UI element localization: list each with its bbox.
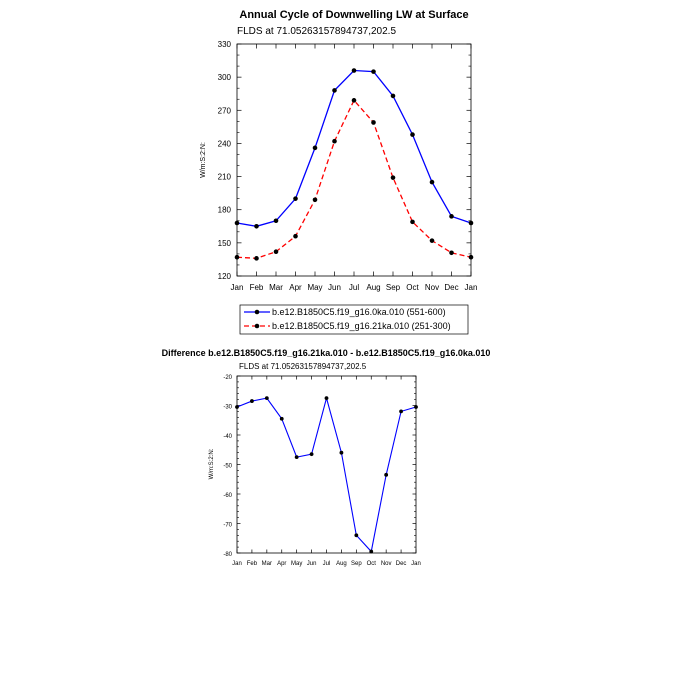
x-tick-label: Nov [380, 561, 392, 567]
x-tick-label: Jul [322, 561, 331, 567]
chart2-y-axis-label: W/m:S:2:N: [209, 448, 215, 480]
chart1-plot-area [218, 40, 478, 292]
series-1-point [274, 218, 279, 223]
series-1-point [313, 146, 318, 151]
series-1-point [254, 224, 259, 229]
series-2-point [235, 255, 240, 260]
x-tick-label: Apr [289, 283, 302, 292]
y-tick-label: 150 [217, 238, 231, 248]
plot-frame [237, 44, 471, 276]
x-tick-label: Dec [444, 283, 459, 292]
y-tick-label: 120 [217, 272, 231, 281]
legend-marker-series1 [255, 310, 260, 315]
series-2-point [274, 249, 279, 254]
x-tick-label: Sep [350, 561, 362, 567]
series-1-point [340, 451, 344, 455]
y-tick-label: -60 [223, 493, 232, 499]
series-1-point [354, 533, 358, 537]
series-1-point [250, 399, 254, 403]
series-2-point [469, 255, 474, 260]
series-2-point [449, 251, 454, 256]
chart1-y-axis-label: W/m:S:2:N: [200, 142, 207, 178]
series-2-point [332, 139, 337, 144]
y-tick-label: -30 [223, 404, 232, 411]
series-1-point [414, 405, 418, 409]
series-2-point [430, 238, 435, 243]
legend-marker-series2 [255, 324, 260, 329]
y-tick-label: -50 [223, 463, 232, 470]
x-tick-label: Mar [269, 283, 283, 292]
chart2-subtitle: FLDS at 71.05263157894737,202.5 [239, 362, 367, 371]
chart1-title: Annual Cycle of Downwelling LW at Surface [239, 9, 469, 21]
series-1-point [369, 550, 373, 554]
y-tick-label: 330 [217, 40, 231, 49]
series-1-point [293, 196, 298, 201]
legend-label-series2: b.e12.B1850C5.f19_g16.21ka.010 (251-300) [272, 321, 451, 331]
series-2-point [410, 220, 415, 225]
series-2-point [371, 120, 376, 125]
y-tick-label: -80 [223, 552, 232, 558]
y-tick-label: 210 [217, 172, 231, 182]
x-tick-label: Jul [348, 283, 360, 292]
series-line-1 [237, 398, 416, 551]
chart2-plot-area [223, 375, 421, 567]
series-2-point [254, 256, 259, 261]
series-1-point [410, 132, 415, 137]
x-tick-label: Jun [306, 561, 317, 567]
x-tick-label: Oct [406, 283, 419, 292]
series-1-point [352, 68, 357, 73]
series-1-point [469, 221, 474, 226]
y-tick-label: -70 [223, 522, 232, 529]
x-tick-label: Aug [366, 283, 381, 292]
series-1-point [399, 410, 403, 414]
chart2-title: Difference b.e12.B1850C5.f19_g16.21ka.010 - b.e12.B1850C5.f19_g16.0ka.010 [161, 348, 491, 358]
x-tick-label: Sep [385, 283, 401, 292]
x-tick-label: Jan [232, 561, 242, 567]
x-tick-label: Feb [246, 561, 258, 567]
x-tick-label: Nov [424, 283, 440, 292]
x-tick-label: May [307, 283, 323, 292]
series-1-point [371, 69, 376, 74]
series-1-point [449, 214, 454, 219]
series-1-point [295, 455, 299, 459]
x-tick-label: Mar [261, 561, 273, 567]
series-1-point [265, 396, 269, 400]
y-tick-label: -20 [223, 375, 232, 381]
series-2-point [313, 197, 318, 202]
series-1-point [384, 473, 388, 477]
series-2-point [352, 98, 357, 103]
x-tick-label: Dec [395, 561, 407, 567]
series-1-point [325, 396, 329, 400]
series-line-2 [237, 100, 471, 258]
y-tick-label: 300 [217, 73, 231, 83]
y-tick-label: 180 [217, 205, 231, 215]
series-1-point [391, 94, 396, 99]
series-1-point [310, 452, 314, 456]
chart1-subtitle: FLDS at 71.05263157894737,202.5 [237, 26, 397, 37]
x-tick-label: Aug [336, 561, 347, 567]
x-tick-label: May [290, 561, 303, 567]
x-tick-label: Jan [230, 283, 244, 292]
x-tick-label: Feb [249, 283, 264, 292]
series-1-point [332, 88, 337, 93]
series-2-point [293, 234, 298, 239]
x-tick-label: Jan [464, 283, 478, 292]
series-2-point [391, 175, 396, 180]
x-tick-label: Jun [328, 283, 341, 292]
y-tick-label: -40 [223, 434, 232, 440]
x-tick-label: Oct [366, 561, 376, 567]
x-tick-label: Apr [277, 561, 287, 567]
series-1-point [235, 405, 239, 409]
chart1-legend [240, 305, 468, 334]
series-1-point [430, 180, 435, 185]
series-line-1 [237, 71, 471, 227]
x-tick-label: Jan [411, 561, 421, 567]
series-1-point [280, 417, 284, 421]
series-1-point [235, 221, 240, 226]
y-tick-label: 270 [217, 106, 231, 116]
y-tick-label: 240 [217, 139, 231, 149]
legend-label-series1: b.e12.B1850C5.f19_g16.0ka.010 (551-600) [272, 307, 446, 317]
